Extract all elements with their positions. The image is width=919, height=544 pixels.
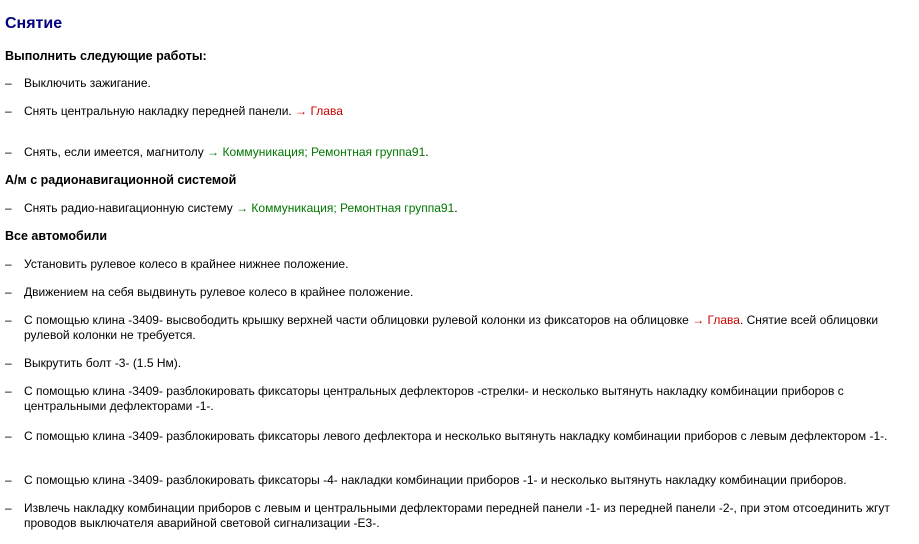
intro-heading: Выполнить следующие работы: [5,49,207,63]
step-item [5,145,910,160]
step-item [5,501,910,531]
section-heading-all-cars: Все автомобили [5,229,108,243]
step-text: Снять, если имеется, магнитолу [24,145,204,159]
step-item [5,429,910,444]
step-text: Установить рулевое колесо в крайнее нижнее положение. [24,257,349,271]
step-text: С помощью клина -3409- разблокировать фиксаторы левого дефлектора и несколько вытянуть накладку комбинации приборов с левым дефлектором -1-. [24,429,888,443]
cross-reference-link[interactable]: → Коммуникация; Ремонтная группа91 [207,145,426,159]
step-item [5,76,910,91]
cross-reference-link[interactable]: → Коммуникация; Ремонтная группа91 [236,201,455,215]
step-item [5,285,910,300]
dash-bullet: – [5,384,12,398]
dash-bullet: – [5,285,12,299]
step-text-after: . Снятие всей облицовки рулевой колонки не требуется. [24,313,879,342]
dash-bullet: – [5,201,12,215]
step-text: Извлечь накладку комбинации приборов с левым и центральными дефлекторами передней панели -1- из передней панели -2-, при этом отсоединить жгут проводов выключателя аварийной световой сигнализации -E3-. [24,501,890,530]
arrow-right-icon: → [692,313,705,327]
dash-bullet: – [5,313,12,327]
arrow-right-icon: → [207,145,220,159]
dash-bullet: – [5,356,12,370]
dash-bullet: – [5,501,12,515]
step-text: Выкрутить болт -3- (1.5 Нм). [24,356,182,370]
step-item [5,473,910,488]
step-text-after: . [454,201,458,215]
dash-bullet: – [5,429,12,443]
page-title: Снятие [5,15,63,32]
step-text: С помощью клина -3409- высвободить крышку верхней части облицовки рулевой колонки из фиксаторов на облицовке [24,313,689,327]
cross-reference-link[interactable]: → Глава [295,104,343,118]
step-text: Выключить зажигание. [24,76,151,90]
step-item [5,257,910,272]
step-item [5,201,910,216]
step-text: Движением на себя выдвинуть рулевое колесо в крайнее положение. [24,285,414,299]
step-text-after: . [425,145,429,159]
dash-bullet: – [5,76,12,90]
step-text: С помощью клина -3409- разблокировать фиксаторы центральных дефлекторов -стрелки- и несколько вытянуть накладку комбинации приборов с центральными дефлекторами -1-. [24,384,844,413]
arrow-right-icon: → [236,201,249,215]
dash-bullet: – [5,104,12,118]
arrow-right-icon: → [295,104,308,118]
step-text: Снять радио-навигационную систему [24,201,233,215]
step-item [5,356,910,371]
section-heading-radio-nav: А/м с радионавигационной системой [5,173,237,187]
cross-reference-link[interactable]: → Глава [692,313,740,327]
step-item [5,104,910,119]
dash-bullet: – [5,145,12,159]
dash-bullet: – [5,257,12,271]
step-item [5,384,910,414]
step-text: С помощью клина -3409- разблокировать фиксаторы -4- накладки комбинации приборов -1- и несколько вытянуть накладку комбинации приборов. [24,473,847,487]
dash-bullet: – [5,473,12,487]
step-item [5,313,910,343]
step-text: Снять центральную накладку передней панели. [24,104,292,118]
